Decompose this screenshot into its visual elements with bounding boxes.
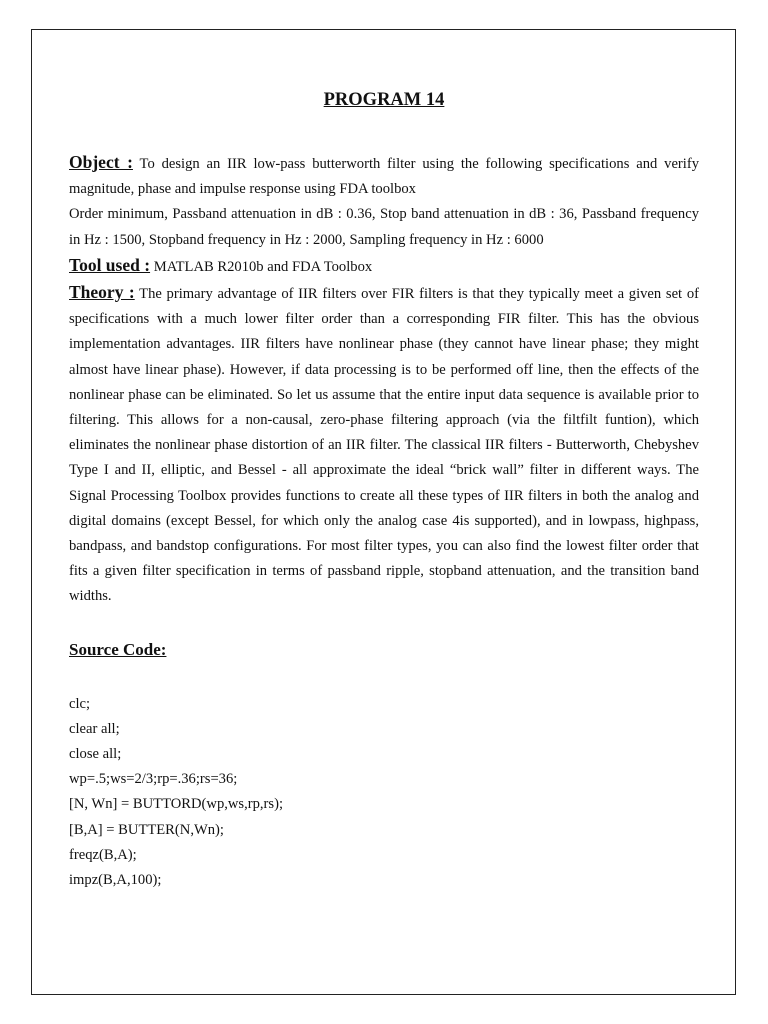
document-body <box>69 88 699 893</box>
object-text: To design an IIR low-pass butterworth filter using the following specifications and verify magnitude, phase and impulse response using FDA toolbox <box>69 156 699 198</box>
tool-label: Tool used : <box>69 254 151 275</box>
tool-paragraph <box>69 253 699 280</box>
page-title: PROGRAM 14 <box>323 90 445 110</box>
code-line: [N, Wn] = BUTTORD(wp,ws,rp,rs); <box>69 796 284 813</box>
code-line: close all; <box>69 746 122 763</box>
code-line: clear all; <box>69 720 120 737</box>
tool-text: MATLAB R2010b and FDA Toolbox <box>153 258 373 275</box>
code-line: wp=.5;ws=2/3;rp=.36;rs=36; <box>69 771 238 788</box>
object-specs: Order minimum, Passband attenuation in dB : 0.36, Stop band attenuation in dB : 36, Passband frequency in Hz : 1500, Stopband frequency in Hz : 2000, Sampling frequency in Hz : 6000 <box>69 206 699 248</box>
code-line: clc; <box>69 695 91 712</box>
object-paragraph <box>69 150 699 202</box>
object-label: Object : <box>69 152 133 172</box>
theory-text: The primary advantage of IIR filters over FIR filters is that they typically meet a given set of specifications with a much lower filter order than a corresponding FIR filter. This has the obvious implementation advantages. IIR filters have nonlinear phase (they cannot have linear phase; they might almost have linear phase). However, if data processing is to be performed off line, then the effects of the nonlinear phase can be eliminated. So let us assume that the entire input data sequence is available prior to filtering. This allows for a non-causal, zero-phase filtering approach (via the filtfilt funtion), which eliminates the nonlinear phase distortion of an IIR filter. The classical IIR filters - Butterworth, Chebyshev Type I and II, elliptic, and Bessel - all approximate the ideal “brick wall” filter in different ways. The Signal Processing Toolbox provides functions to create all these types of IIR filters in both the analog and digital domains (except Bessel, for which only the analog case 4is supported), and in lowpass, highpass, bandpass, and bandstop configurations. For most filter types, you can also find the lowest filter order that fits a given filter specification in terms of passband ripple, stopband attenuation, and the transition band widths. <box>69 286 699 605</box>
code-line: freqz(B,A); <box>69 846 137 863</box>
theory-label: Theory : <box>69 282 135 303</box>
theory-paragraph <box>69 280 699 610</box>
source-code-block <box>69 692 699 894</box>
code-line: impz(B,A,100); <box>69 872 162 889</box>
source-code-heading: Source Code: <box>69 639 167 659</box>
code-line: [B,A] = BUTTER(N,Wn); <box>69 821 224 838</box>
